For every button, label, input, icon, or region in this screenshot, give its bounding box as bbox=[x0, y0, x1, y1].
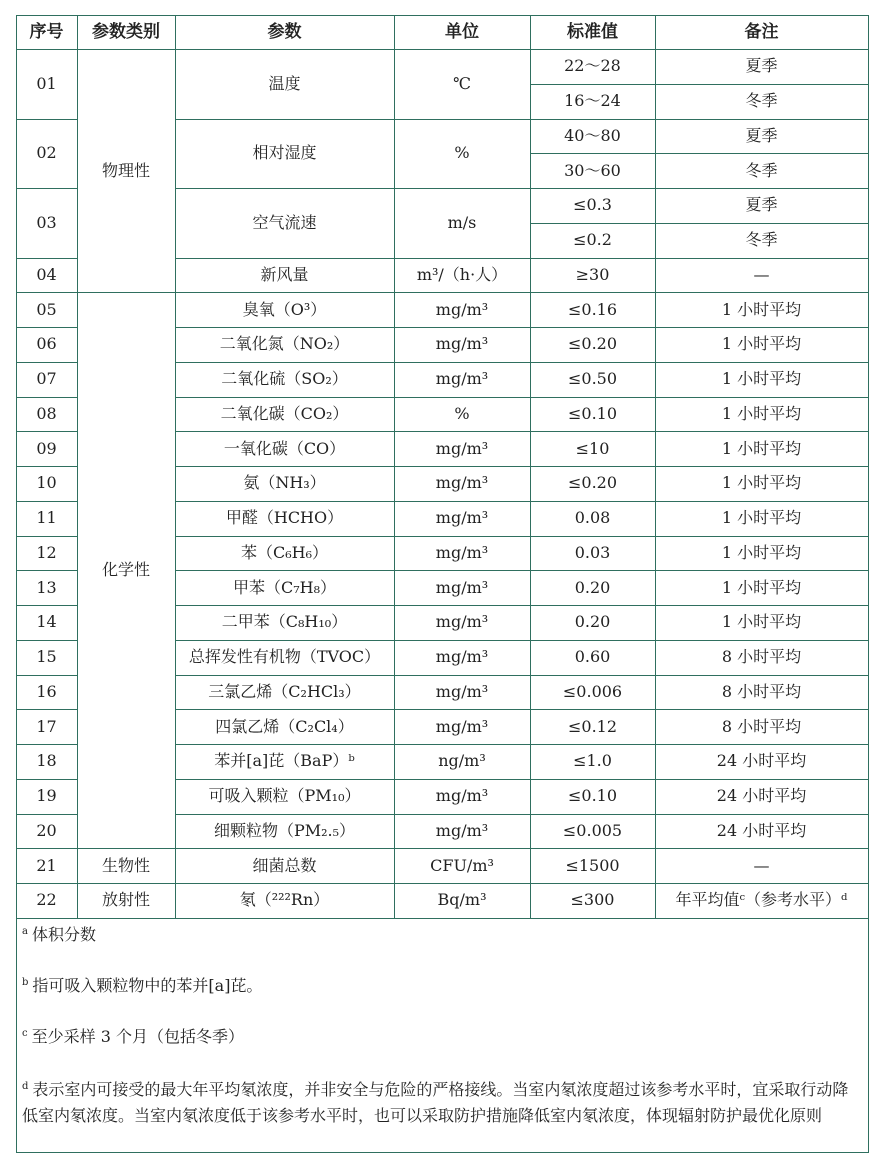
unit-cell: mg/m³ bbox=[435, 438, 489, 458]
standard-value: 0.08 bbox=[574, 508, 611, 528]
row-divider bbox=[175, 397, 868, 398]
unit-cell: ng/m³ bbox=[438, 751, 486, 771]
row-number: 20 bbox=[36, 820, 57, 840]
unit-cell: m/s bbox=[447, 212, 477, 232]
unit-cell: Bq/m³ bbox=[437, 890, 487, 910]
category-physical: 物理性 bbox=[101, 160, 150, 180]
unit-cell: mg/m³ bbox=[435, 612, 489, 632]
unit-cell: % bbox=[454, 403, 470, 423]
row-divider bbox=[16, 188, 77, 189]
table-border-left bbox=[16, 15, 17, 1152]
unit-cell: m³/（h·人） bbox=[416, 264, 508, 284]
subrow-divider bbox=[530, 153, 868, 154]
footnote-text: 表示室内可接受的最大年平均氡浓度，并非安全与危险的严格接线。当室内氡浓度超过该参考水平时，宜采取行动降低室内氡浓度。当室内氡浓度低于该参考水平时，也可以采取防护措施降低室内氡浓度，体现辐射防护最优化原则 bbox=[22, 1080, 849, 1125]
row-divider bbox=[175, 675, 868, 676]
remark-cell: 1 小时平均 bbox=[721, 612, 802, 632]
parameter-name: 甲醛（HCHO） bbox=[225, 508, 344, 528]
standard-value: ≤1500 bbox=[565, 855, 620, 875]
standard-value: 0.20 bbox=[574, 612, 611, 632]
row-divider bbox=[16, 536, 77, 537]
remark-cell: 年平均值ᶜ（参考水平）ᵈ bbox=[675, 890, 848, 910]
row-divider bbox=[16, 327, 77, 328]
row-number: 05 bbox=[36, 299, 57, 319]
column-divider bbox=[77, 15, 78, 918]
remark-cell: 1 小时平均 bbox=[721, 508, 802, 528]
unit-cell: mg/m³ bbox=[435, 542, 489, 562]
footnote-mark: c bbox=[22, 1028, 28, 1039]
parameter-name: 二甲苯（C₈H₁₀） bbox=[221, 612, 348, 632]
row-divider bbox=[16, 883, 868, 884]
header-no: 序号 bbox=[29, 22, 64, 42]
remark-cell: — bbox=[753, 264, 770, 284]
standard-value: ≤0.005 bbox=[562, 820, 623, 840]
row-divider bbox=[175, 744, 868, 745]
table-border-right bbox=[868, 15, 869, 1152]
row-number: 15 bbox=[36, 647, 57, 667]
parameter-name: 二氧化氮（NO₂） bbox=[219, 334, 350, 354]
row-number: 21 bbox=[36, 855, 57, 875]
header-standard: 标准值 bbox=[567, 22, 618, 42]
unit-cell: mg/m³ bbox=[435, 473, 489, 493]
remark-cell: 8 小时平均 bbox=[721, 716, 802, 736]
row-number: 11 bbox=[36, 508, 57, 528]
row-divider bbox=[16, 675, 77, 676]
row-number: 04 bbox=[36, 264, 57, 284]
parameter-name: 相对湿度 bbox=[252, 143, 317, 163]
remark-cell: 24 小时平均 bbox=[716, 751, 807, 771]
standard-value: ≤10 bbox=[575, 438, 610, 458]
row-number: 13 bbox=[36, 577, 57, 597]
standard-value: 30～60 bbox=[564, 160, 621, 180]
row-divider bbox=[175, 814, 868, 815]
standard-value: 0.20 bbox=[574, 577, 611, 597]
row-divider bbox=[175, 188, 868, 189]
row-divider bbox=[175, 431, 868, 432]
standard-value: ≤0.20 bbox=[567, 334, 618, 354]
parameter-name: 一氧化碳（CO） bbox=[223, 438, 346, 458]
row-divider bbox=[175, 779, 868, 780]
standard-value: ≤0.006 bbox=[562, 681, 623, 701]
parameter-name: 二氧化碳（CO₂） bbox=[220, 403, 349, 423]
standard-value: 40～80 bbox=[564, 125, 621, 145]
unit-cell: mg/m³ bbox=[435, 786, 489, 806]
remark-cell: 1 小时平均 bbox=[721, 577, 802, 597]
parameter-name: 臭氧（O³） bbox=[242, 299, 327, 319]
row-divider bbox=[16, 258, 77, 259]
row-divider bbox=[175, 327, 868, 328]
standard-value: ≤0.2 bbox=[573, 230, 612, 250]
footnote-mark: d bbox=[22, 1081, 29, 1092]
remark-cell: 冬季 bbox=[745, 230, 778, 250]
unit-cell: % bbox=[454, 143, 470, 163]
row-divider bbox=[175, 605, 868, 606]
unit-cell: mg/m³ bbox=[435, 334, 489, 354]
row-number: 18 bbox=[36, 751, 57, 771]
parameter-name: 苯并[a]芘（BaP）ᵇ bbox=[214, 751, 355, 771]
unit-cell: mg/m³ bbox=[435, 369, 489, 389]
row-number: 14 bbox=[36, 612, 57, 632]
standard-value: 16～24 bbox=[564, 91, 621, 111]
row-number: 07 bbox=[36, 369, 57, 389]
remark-cell: 1 小时平均 bbox=[721, 369, 802, 389]
standard-value: ≤1.0 bbox=[573, 751, 612, 771]
parameter-name: 四氯乙烯（C₂Cl₄） bbox=[215, 716, 354, 736]
remark-cell: 夏季 bbox=[745, 56, 778, 76]
standard-value: 22～28 bbox=[564, 56, 621, 76]
row-divider bbox=[16, 848, 868, 849]
remark-cell: 夏季 bbox=[745, 195, 778, 215]
row-divider bbox=[175, 570, 868, 571]
remark-cell: 1 小时平均 bbox=[721, 473, 802, 493]
row-divider bbox=[16, 119, 77, 120]
remark-cell: 24 小时平均 bbox=[716, 786, 807, 806]
row-divider bbox=[16, 918, 868, 919]
row-divider bbox=[16, 501, 77, 502]
row-number: 03 bbox=[36, 212, 57, 232]
row-divider bbox=[16, 744, 77, 745]
standard-value: ≥30 bbox=[575, 264, 610, 284]
row-divider bbox=[175, 466, 868, 467]
row-divider bbox=[16, 814, 77, 815]
unit-cell: mg/m³ bbox=[435, 820, 489, 840]
footnote-mark: a bbox=[22, 926, 28, 937]
standard-value: ≤0.10 bbox=[567, 786, 618, 806]
unit-cell: mg/m³ bbox=[435, 647, 489, 667]
header-separator bbox=[16, 49, 868, 50]
remark-cell: — bbox=[753, 855, 770, 875]
footnote-text: 体积分数 bbox=[31, 925, 96, 944]
row-number: 02 bbox=[36, 143, 57, 163]
parameter-name: 苯（C₆H₆） bbox=[240, 542, 329, 562]
category-radioactive: 放射性 bbox=[101, 890, 150, 910]
row-divider bbox=[16, 292, 868, 293]
row-number: 19 bbox=[36, 786, 57, 806]
remark-cell: 冬季 bbox=[745, 91, 778, 111]
unit-cell: mg/m³ bbox=[435, 577, 489, 597]
header-parameter: 参数 bbox=[267, 22, 302, 42]
row-divider bbox=[16, 640, 77, 641]
row-divider bbox=[16, 709, 77, 710]
table-border-bottom bbox=[16, 1152, 869, 1153]
remark-cell: 夏季 bbox=[745, 125, 778, 145]
unit-cell: mg/m³ bbox=[435, 508, 489, 528]
unit-cell: mg/m³ bbox=[435, 716, 489, 736]
remark-cell: 1 小时平均 bbox=[721, 334, 802, 354]
parameter-name: 空气流速 bbox=[252, 212, 317, 232]
footnote-b bbox=[22, 973, 864, 999]
row-number: 12 bbox=[36, 542, 57, 562]
table-border-top bbox=[16, 15, 868, 16]
footnote-d bbox=[22, 1077, 864, 1129]
row-divider bbox=[16, 466, 77, 467]
unit-cell: CFU/m³ bbox=[430, 855, 494, 875]
remark-cell: 1 小时平均 bbox=[721, 542, 802, 562]
row-divider bbox=[16, 397, 77, 398]
footnote-text: 至少采样 3 个月（包括冬季） bbox=[31, 1027, 244, 1046]
standard-value: ≤0.10 bbox=[567, 403, 618, 423]
parameter-name: 总挥发性有机物（TVOC） bbox=[188, 647, 381, 667]
remark-cell: 1 小时平均 bbox=[721, 403, 802, 423]
subrow-divider bbox=[530, 223, 868, 224]
row-divider bbox=[16, 605, 77, 606]
standard-value: ≤0.3 bbox=[573, 195, 612, 215]
category-biological: 生物性 bbox=[101, 855, 150, 875]
standard-value: ≤300 bbox=[570, 890, 615, 910]
row-number: 09 bbox=[36, 438, 57, 458]
row-number: 22 bbox=[36, 890, 57, 910]
row-divider bbox=[175, 501, 868, 502]
unit-cell: mg/m³ bbox=[435, 681, 489, 701]
parameter-name: 氡（²²²Rn） bbox=[239, 890, 330, 910]
header-unit: 单位 bbox=[445, 22, 479, 42]
remark-cell: 8 小时平均 bbox=[721, 647, 802, 667]
row-divider bbox=[175, 709, 868, 710]
standard-value: ≤0.20 bbox=[567, 473, 618, 493]
parameter-name: 氨（NH₃） bbox=[243, 473, 326, 493]
standard-value: 0.03 bbox=[574, 542, 611, 562]
remark-cell: 24 小时平均 bbox=[716, 820, 807, 840]
row-divider bbox=[175, 640, 868, 641]
remark-cell: 冬季 bbox=[745, 160, 778, 180]
row-number: 16 bbox=[36, 681, 57, 701]
row-number: 01 bbox=[36, 73, 57, 93]
footnote-mark: b bbox=[22, 977, 29, 988]
subrow-divider bbox=[530, 84, 868, 85]
row-divider bbox=[175, 258, 868, 259]
row-number: 06 bbox=[36, 334, 57, 354]
standard-value: ≤0.50 bbox=[567, 369, 618, 389]
row-number: 08 bbox=[36, 403, 57, 423]
parameter-name: 温度 bbox=[268, 73, 301, 93]
footnote-c bbox=[22, 1024, 864, 1050]
header-category: 参数类别 bbox=[92, 22, 160, 42]
row-divider bbox=[16, 570, 77, 571]
parameter-name: 新风量 bbox=[260, 264, 309, 284]
row-divider bbox=[175, 536, 868, 537]
row-divider bbox=[175, 362, 868, 363]
remark-cell: 1 小时平均 bbox=[721, 299, 802, 319]
parameter-name: 细颗粒物（PM₂.₅） bbox=[213, 820, 356, 840]
standard-value: 0.60 bbox=[574, 647, 611, 667]
parameter-name: 二氧化硫（SO₂） bbox=[221, 369, 348, 389]
parameter-name: 三氯乙烯（C₂HCl₃） bbox=[208, 681, 361, 701]
parameter-name: 可吸入颗粒（PM₁₀） bbox=[208, 786, 361, 806]
standard-value: ≤0.12 bbox=[567, 716, 618, 736]
unit-cell: mg/m³ bbox=[435, 299, 489, 319]
footnote-text: 指可吸入颗粒物中的苯并[a]芘。 bbox=[32, 976, 263, 995]
row-divider bbox=[16, 431, 77, 432]
remark-cell: 1 小时平均 bbox=[721, 438, 802, 458]
row-number: 17 bbox=[36, 716, 57, 736]
header-remark: 备注 bbox=[744, 22, 779, 42]
row-divider bbox=[175, 119, 868, 120]
unit-cell: ℃ bbox=[453, 73, 471, 93]
category-chemical: 化学性 bbox=[101, 560, 150, 580]
row-divider bbox=[16, 779, 77, 780]
remark-cell: 8 小时平均 bbox=[721, 681, 802, 701]
parameter-name: 细菌总数 bbox=[252, 855, 317, 875]
row-number: 10 bbox=[36, 473, 57, 493]
footnote-a bbox=[22, 922, 864, 948]
row-divider bbox=[16, 362, 77, 363]
parameter-name: 甲苯（C₇H₈） bbox=[232, 577, 337, 597]
standard-value: ≤0.16 bbox=[567, 299, 618, 319]
